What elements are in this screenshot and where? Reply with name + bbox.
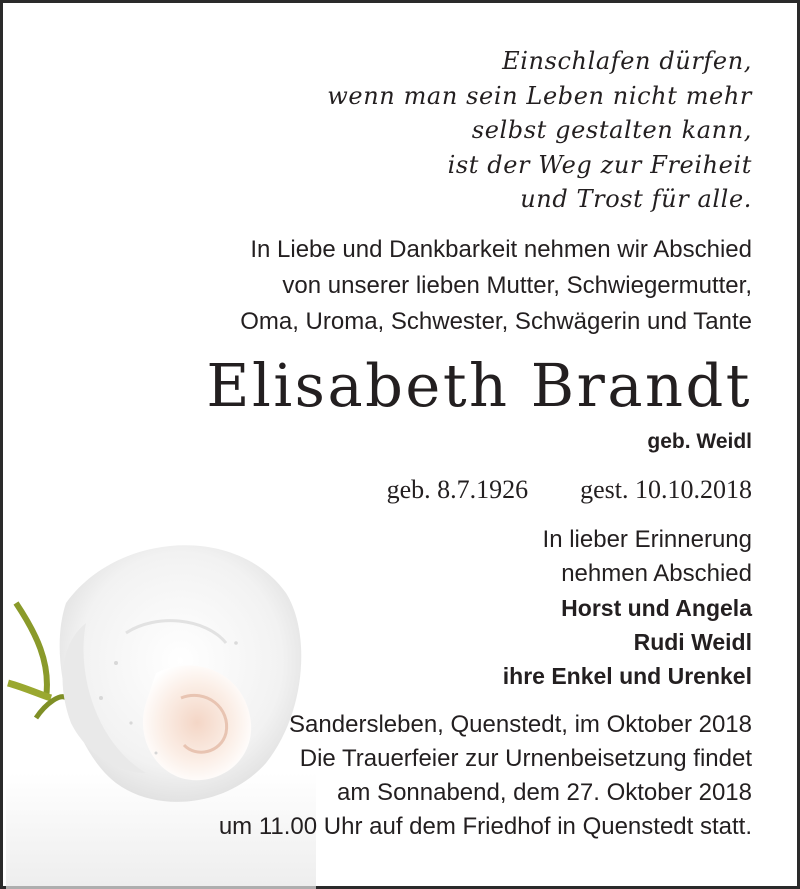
- funeral-notice-line: am Sonnabend, dem 27. Oktober 2018: [337, 779, 752, 806]
- poem-line: und Trost für alle.: [520, 185, 752, 213]
- birth-date: geb. 8.7.1926: [386, 475, 529, 504]
- funeral-notice-line: um 11.00 Uhr auf dem Friedhof in Quenstedt statt.: [218, 813, 752, 840]
- place-date: Sandersleben, Quenstedt, im Oktober 2018: [289, 711, 752, 738]
- closing-section: [219, 708, 752, 844]
- poem: [327, 44, 752, 217]
- mourning-line: nehmen Abschied: [561, 560, 752, 587]
- intro-line: In Liebe und Dankbarkeit nehmen wir Abschied: [250, 236, 752, 263]
- intro-text: [240, 232, 752, 340]
- mourning-line: In lieber Erinnerung: [542, 526, 752, 553]
- poem-line: wenn man sein Leben nicht mehr: [327, 81, 752, 110]
- mourners-list: [503, 591, 752, 693]
- intro-line: Oma, Uroma, Schwester, Schwägerin und Tante: [240, 308, 752, 335]
- poem-line: selbst gestalten kann,: [471, 116, 752, 144]
- mourner: ihre Enkel und Urenkel: [502, 663, 752, 689]
- life-dates: [387, 472, 752, 508]
- mourner: Horst und Angela: [561, 595, 752, 621]
- poem-line: ist der Weg zur Freiheit: [447, 150, 752, 179]
- maiden-name: geb. Weidl: [647, 430, 752, 453]
- funeral-notice-line: Die Trauerfeier zur Urnenbeisetzung findet: [299, 745, 752, 772]
- deceased-name: Elisabeth Brandt: [206, 351, 752, 420]
- poem-line: Einschlafen dürfen,: [502, 47, 752, 75]
- intro-line: von unserer lieben Mutter, Schwiegermutter,: [282, 272, 752, 299]
- mourning-intro: [543, 523, 752, 591]
- death-date: gest. 10.10.2018: [580, 475, 752, 504]
- mourner: Rudi Weidl: [633, 629, 752, 655]
